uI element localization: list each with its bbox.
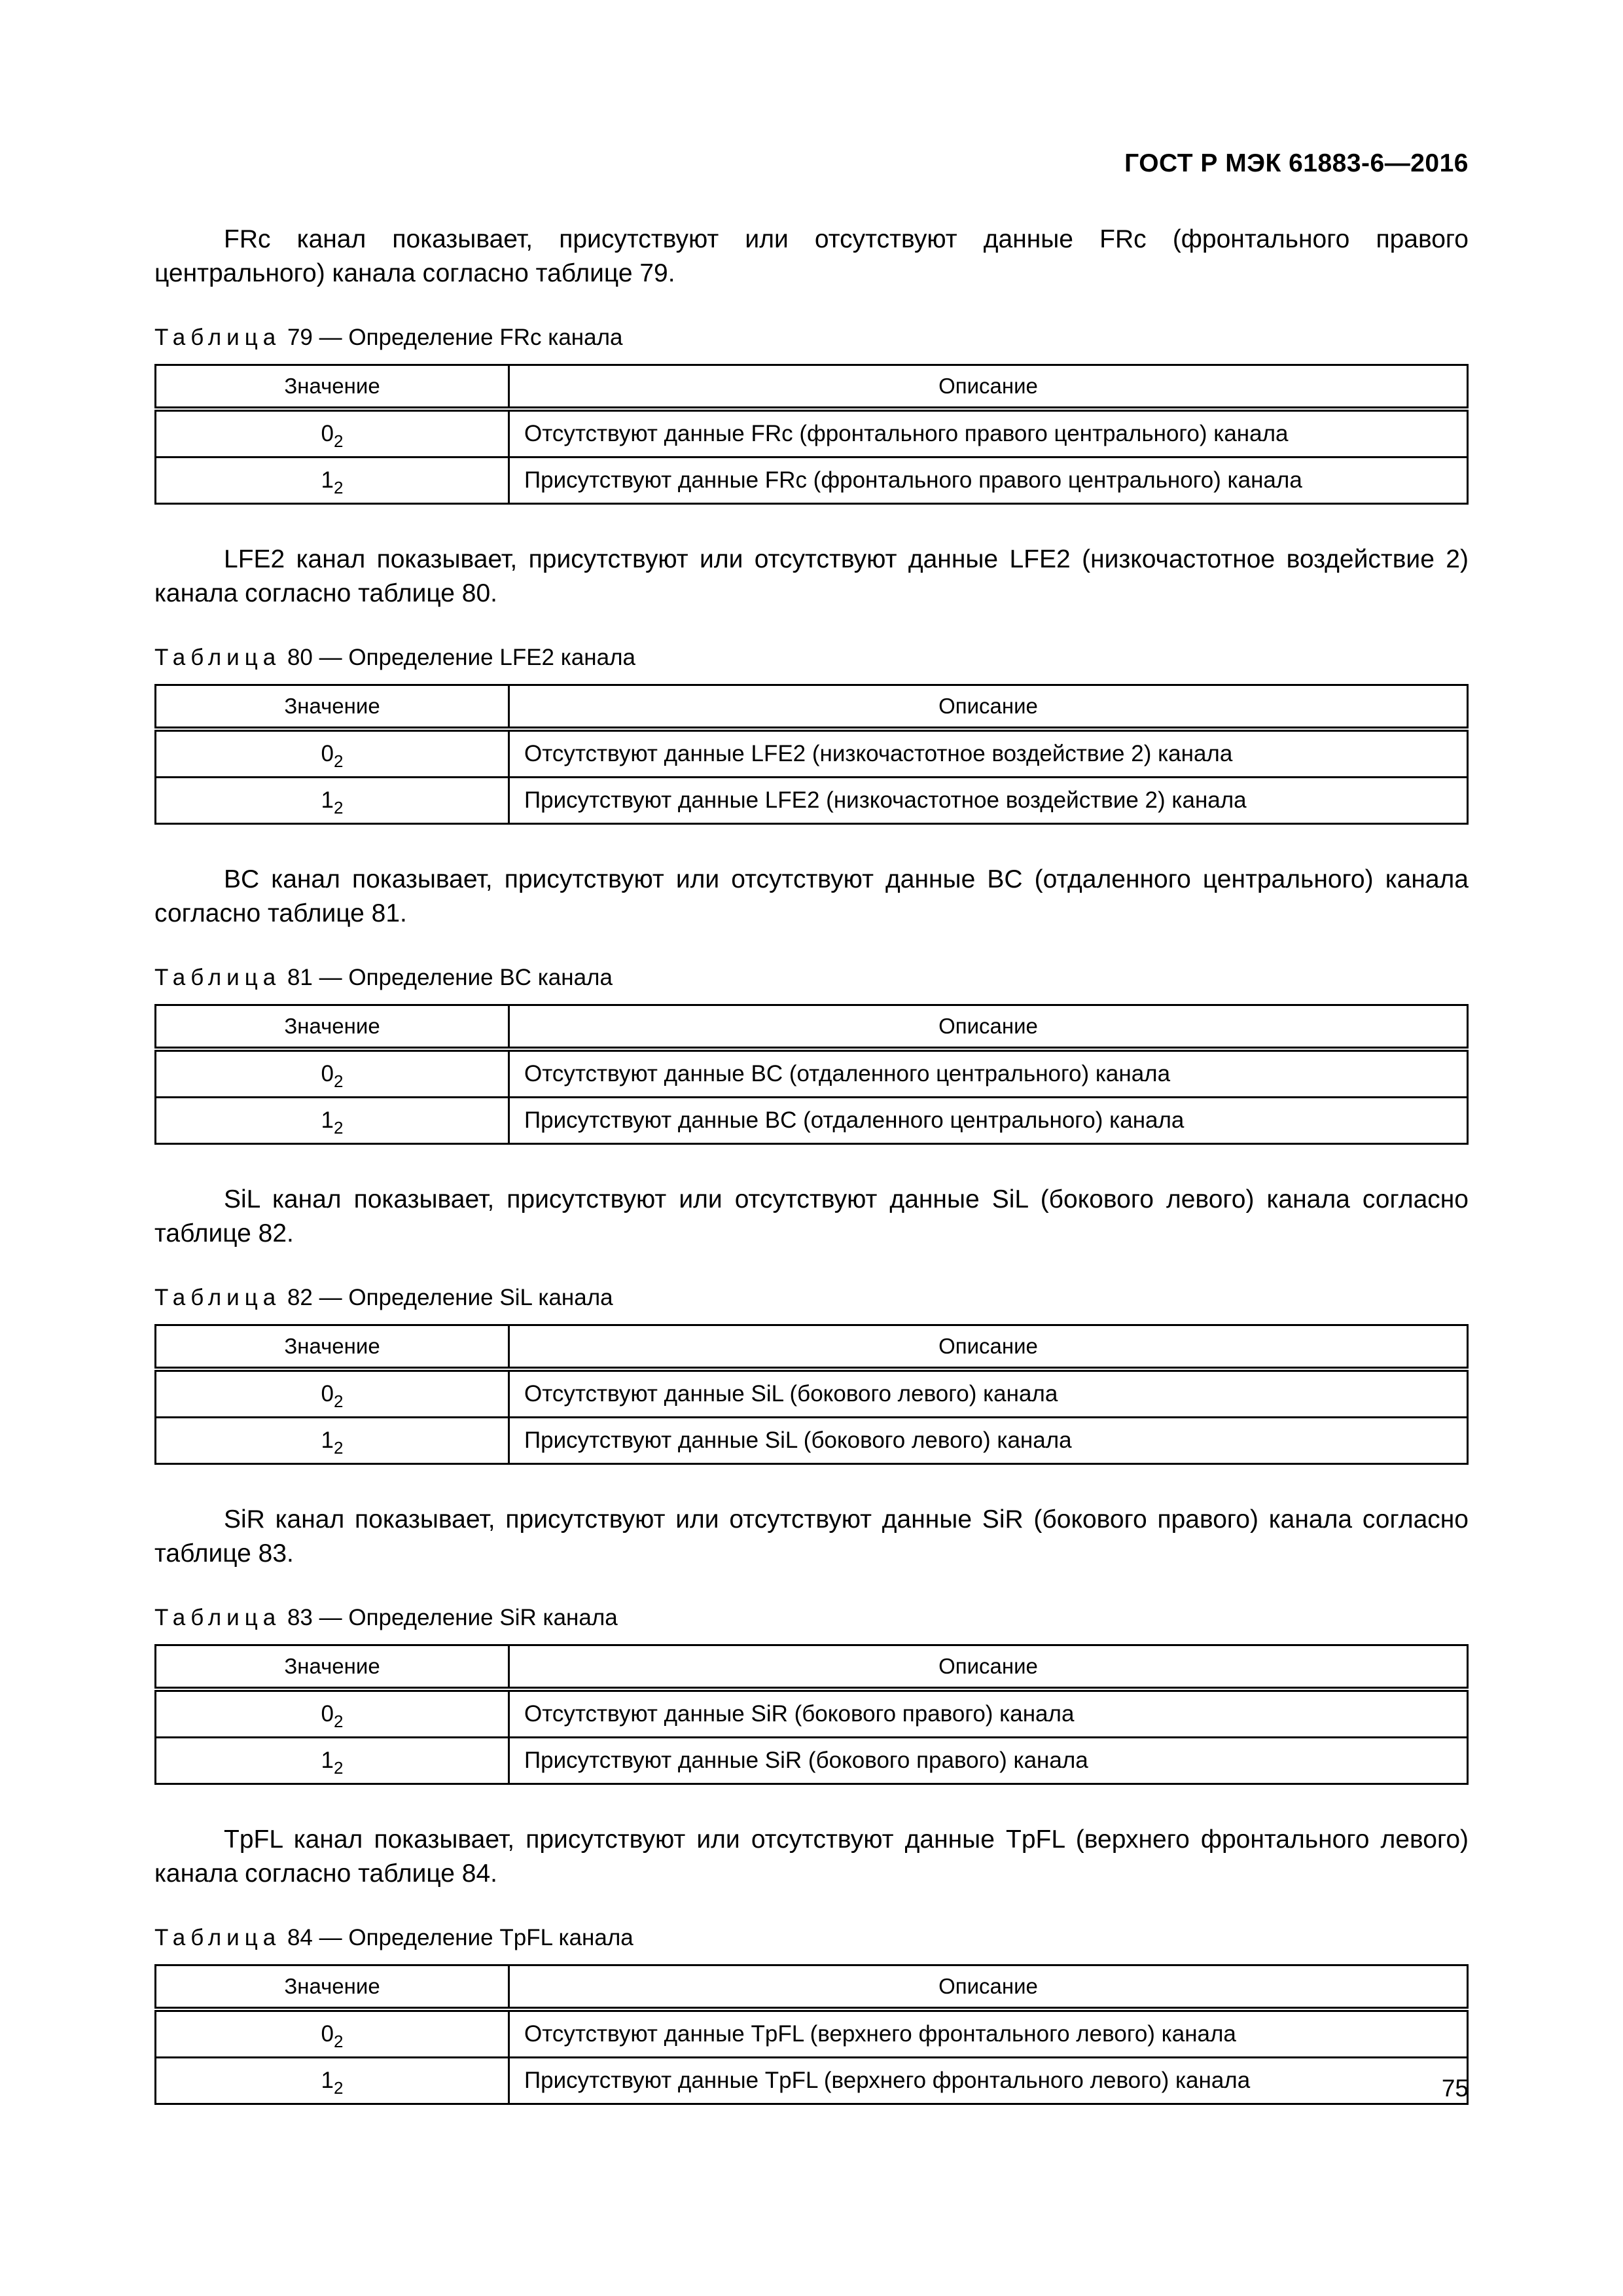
caption-word: Таблица <box>154 965 281 990</box>
description-cell: Отсутствуют данные TpFL (верхнего фронтального левого) канала <box>509 2009 1468 2058</box>
table-caption <box>154 965 1469 991</box>
value-cell <box>156 1738 509 1784</box>
table-row <box>156 1738 1468 1784</box>
table-row <box>156 409 1468 457</box>
column-header-value: Значение <box>156 1005 509 1050</box>
section-sil <box>154 1183 1469 1465</box>
column-header-value: Значение <box>156 685 509 730</box>
table-caption <box>154 1925 1469 1951</box>
column-header-value: Значение <box>156 1325 509 1370</box>
paragraph: BC канал показывает, присутствуют или отсутствуют данные BC (отдаленного центрального) канала согласно таблице 81. <box>154 865 1469 927</box>
table-row <box>156 1049 1468 1098</box>
description-cell: Присутствуют данные FRc (фронтального правого центрального) канала <box>509 457 1468 504</box>
table-caption <box>154 1605 1469 1631</box>
value-base: 2 <box>334 2078 344 2098</box>
caption-title: 80 — Определение LFE2 канала <box>287 645 635 670</box>
description-cell: Отсутствуют данные FRc (фронтального правого центрального) канала <box>509 409 1468 457</box>
value-digit: 0 <box>321 421 334 446</box>
description-cell: Присутствуют данные SiL (бокового левого) канала <box>509 1418 1468 1464</box>
value-base: 2 <box>334 478 344 497</box>
value-base: 2 <box>334 1391 344 1411</box>
caption-title: 84 — Определение TpFL канала <box>287 1925 633 1950</box>
value-cell <box>156 1049 509 1098</box>
caption-title: 82 — Определение SiL канала <box>287 1285 613 1310</box>
column-header-description: Описание <box>509 1965 1468 2010</box>
paragraph: LFE2 канал показывает, присутствуют или отсутствуют данные LFE2 (низкочастотное воздействие 2) канала согласно таблице 80. <box>154 545 1469 607</box>
definition-table <box>154 1964 1469 2105</box>
table-header-row <box>156 1005 1468 1050</box>
definition-table <box>154 1324 1469 1465</box>
page-content <box>154 223 1469 2143</box>
definition-table <box>154 364 1469 505</box>
description-cell: Присутствуют данные BC (отдаленного центрального) канала <box>509 1098 1468 1144</box>
caption-word: Таблица <box>154 1285 281 1310</box>
value-digit: 1 <box>321 2068 334 2093</box>
page-number: 75 <box>1441 2075 1469 2102</box>
caption-title: 81 — Определение BC канала <box>287 965 613 990</box>
definition-table <box>154 684 1469 825</box>
description-cell: Отсутствуют данные BC (отдаленного центрального) канала <box>509 1049 1468 1098</box>
table-row <box>156 2058 1468 2104</box>
column-header-value: Значение <box>156 1645 509 1690</box>
table-row <box>156 457 1468 504</box>
caption-word: Таблица <box>154 645 281 670</box>
description-cell: Присутствуют данные TpFL (верхнего фронтального левого) канала <box>509 2058 1468 2104</box>
value-digit: 1 <box>321 1107 334 1133</box>
table-row <box>156 1689 1468 1738</box>
paragraph: SiR канал показывает, присутствуют или отсутствуют данные SiR (бокового правого) канала согласно таблице 83. <box>154 1505 1469 1568</box>
table-header-row <box>156 1965 1468 2010</box>
table-header-row <box>156 365 1468 410</box>
value-base: 2 <box>334 2032 344 2051</box>
caption-title: 79 — Определение FRc канала <box>287 325 623 350</box>
value-cell <box>156 778 509 824</box>
table-header-row <box>156 1645 1468 1690</box>
value-base: 2 <box>334 1118 344 1138</box>
value-digit: 0 <box>321 741 334 766</box>
column-header-description: Описание <box>509 1005 1468 1050</box>
caption-word: Таблица <box>154 1925 281 1950</box>
table-row <box>156 1418 1468 1464</box>
caption-word: Таблица <box>154 325 281 350</box>
value-cell <box>156 409 509 457</box>
description-cell: Отсутствуют данные LFE2 (низкочастотное воздействие 2) канала <box>509 729 1468 778</box>
section-bc <box>154 863 1469 1145</box>
value-cell <box>156 1369 509 1418</box>
value-digit: 1 <box>321 467 334 493</box>
value-cell <box>156 2058 509 2104</box>
table-caption <box>154 325 1469 351</box>
table-header-row <box>156 1325 1468 1370</box>
table-row <box>156 729 1468 778</box>
value-digit: 1 <box>321 787 334 813</box>
section-frc <box>154 223 1469 505</box>
value-digit: 1 <box>321 1427 334 1453</box>
column-header-value: Значение <box>156 1965 509 2010</box>
caption-word: Таблица <box>154 1605 281 1630</box>
value-base: 2 <box>334 1712 344 1731</box>
value-cell <box>156 457 509 504</box>
table-caption <box>154 1285 1469 1311</box>
table-caption <box>154 645 1469 671</box>
column-header-description: Описание <box>509 685 1468 730</box>
description-cell: Присутствуют данные LFE2 (низкочастотное воздействие 2) канала <box>509 778 1468 824</box>
value-digit: 0 <box>321 1701 334 1727</box>
description-cell: Присутствуют данные SiR (бокового правого) канала <box>509 1738 1468 1784</box>
paragraph: TpFL канал показывает, присутствуют или отсутствуют данные TpFL (верхнего фронтального левого) канала согласно таблице 84. <box>154 1825 1469 1888</box>
column-header-description: Описание <box>509 1645 1468 1690</box>
table-row <box>156 2009 1468 2058</box>
value-digit: 0 <box>321 2021 334 2047</box>
table-header-row <box>156 685 1468 730</box>
value-base: 2 <box>334 1071 344 1091</box>
column-header-value: Значение <box>156 365 509 410</box>
definition-table <box>154 1004 1469 1145</box>
table-row <box>156 1098 1468 1144</box>
column-header-description: Описание <box>509 365 1468 410</box>
description-cell: Отсутствуют данные SiR (бокового правого) канала <box>509 1689 1468 1738</box>
value-base: 2 <box>334 798 344 817</box>
column-header-description: Описание <box>509 1325 1468 1370</box>
table-row <box>156 1369 1468 1418</box>
document-header: ГОСТ Р МЭК 61883-6—2016 <box>1124 149 1469 177</box>
section-tpfl <box>154 1823 1469 2105</box>
value-cell <box>156 1689 509 1738</box>
paragraph: FRc канал показывает, присутствуют или отсутствуют данные FRc (фронтального правого центрального) канала согласно таблице 79. <box>154 225 1469 287</box>
description-cell: Отсутствуют данные SiL (бокового левого) канала <box>509 1369 1468 1418</box>
value-cell <box>156 1418 509 1464</box>
value-digit: 0 <box>321 1381 334 1407</box>
value-base: 2 <box>334 1438 344 1458</box>
value-cell <box>156 729 509 778</box>
value-cell <box>156 2009 509 2058</box>
table-row <box>156 778 1468 824</box>
paragraph: SiL канал показывает, присутствуют или отсутствуют данные SiL (бокового левого) канала согласно таблице 82. <box>154 1185 1469 1247</box>
value-base: 2 <box>334 431 344 451</box>
value-cell <box>156 1098 509 1144</box>
value-base: 2 <box>334 751 344 771</box>
value-digit: 1 <box>321 1748 334 1773</box>
definition-table <box>154 1644 1469 1785</box>
section-sir <box>154 1503 1469 1785</box>
value-digit: 0 <box>321 1061 334 1086</box>
value-base: 2 <box>334 1758 344 1778</box>
section-lfe2 <box>154 543 1469 825</box>
caption-title: 83 — Определение SiR канала <box>287 1605 618 1630</box>
